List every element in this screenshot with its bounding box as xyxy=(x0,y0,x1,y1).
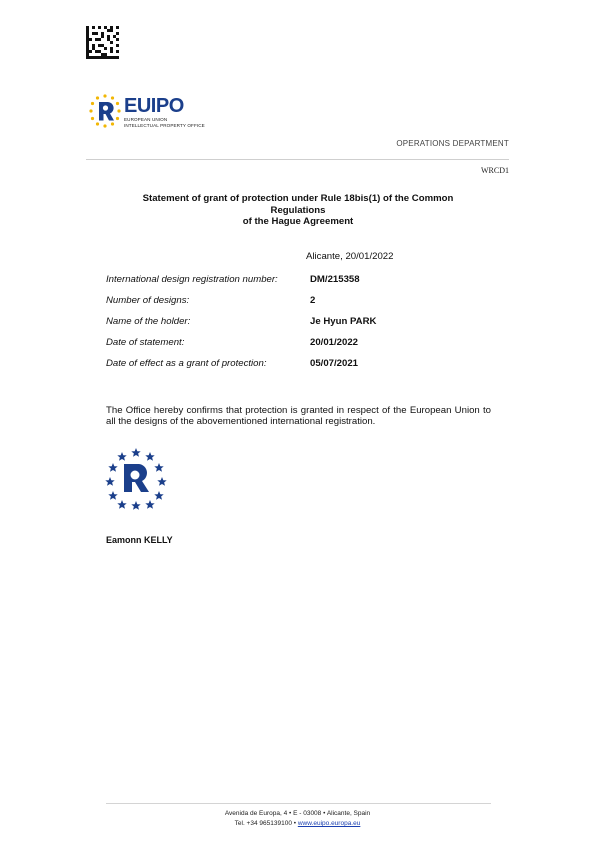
detail-value-holder: Je Hyun PARK xyxy=(310,316,377,327)
title-line2: Regulations xyxy=(270,204,326,216)
department-name: OPERATIONS DEPARTMENT xyxy=(396,139,509,148)
title-line3: of the Hague Agreement xyxy=(242,216,354,227)
detail-label-number-of-designs: Number of designs: xyxy=(106,295,190,306)
signer-name: Eamonn KELLY xyxy=(106,535,173,545)
euipo-emblem-icon xyxy=(88,93,122,129)
brand-subtitle-line1: EUROPEAN UNION xyxy=(124,117,168,122)
document-title xyxy=(106,193,490,228)
footer-website-link[interactable]: www.euipo.europa.eu xyxy=(297,820,361,827)
header-divider xyxy=(86,159,509,160)
reference-code: WRCD1 xyxy=(481,166,509,175)
detail-label-holder: Name of the holder: xyxy=(106,316,191,327)
brand-subtitle xyxy=(124,117,205,128)
brand-wordmark xyxy=(124,95,184,117)
euipo-logo xyxy=(88,93,228,131)
detail-label-date-of-statement: Date of statement: xyxy=(106,337,185,348)
detail-label-date-of-effect: Date of effect as a grant of protection: xyxy=(106,358,267,369)
confirmation-paragraph: The Office hereby confirms that protection is granted in respect of the European Union to all the designs of the abovementioned international registration. xyxy=(106,405,491,427)
footer-contact xyxy=(0,820,595,827)
brand-eu: EU xyxy=(124,95,151,117)
brand-ipo: IPO xyxy=(150,95,184,117)
euipo-seal-icon xyxy=(104,448,168,510)
detail-value-number-of-designs: 2 xyxy=(310,295,316,306)
detail-label-registration-number: International design registration number: xyxy=(106,274,278,285)
detail-value-registration-number: DM/215358 xyxy=(310,274,360,285)
place-and-date: Alicante, 20/01/2022 xyxy=(306,251,394,262)
brand-subtitle-line2: INTELLECTUAL PROPERTY OFFICE xyxy=(124,122,205,128)
title-line1: Statement of grant of protection under Rule 18bis(1) of the Common xyxy=(142,193,454,204)
footer-address: Avenida de Europa, 4 • E - 03008 • Alicante, Spain xyxy=(224,810,371,817)
footer-telephone: Tel. +34 965139100 • xyxy=(234,820,298,827)
footer-divider xyxy=(106,803,491,804)
datamatrix-code xyxy=(86,26,119,59)
detail-value-date-of-effect: 05/07/2021 xyxy=(310,358,359,369)
detail-value-date-of-statement: 20/01/2022 xyxy=(310,337,359,348)
